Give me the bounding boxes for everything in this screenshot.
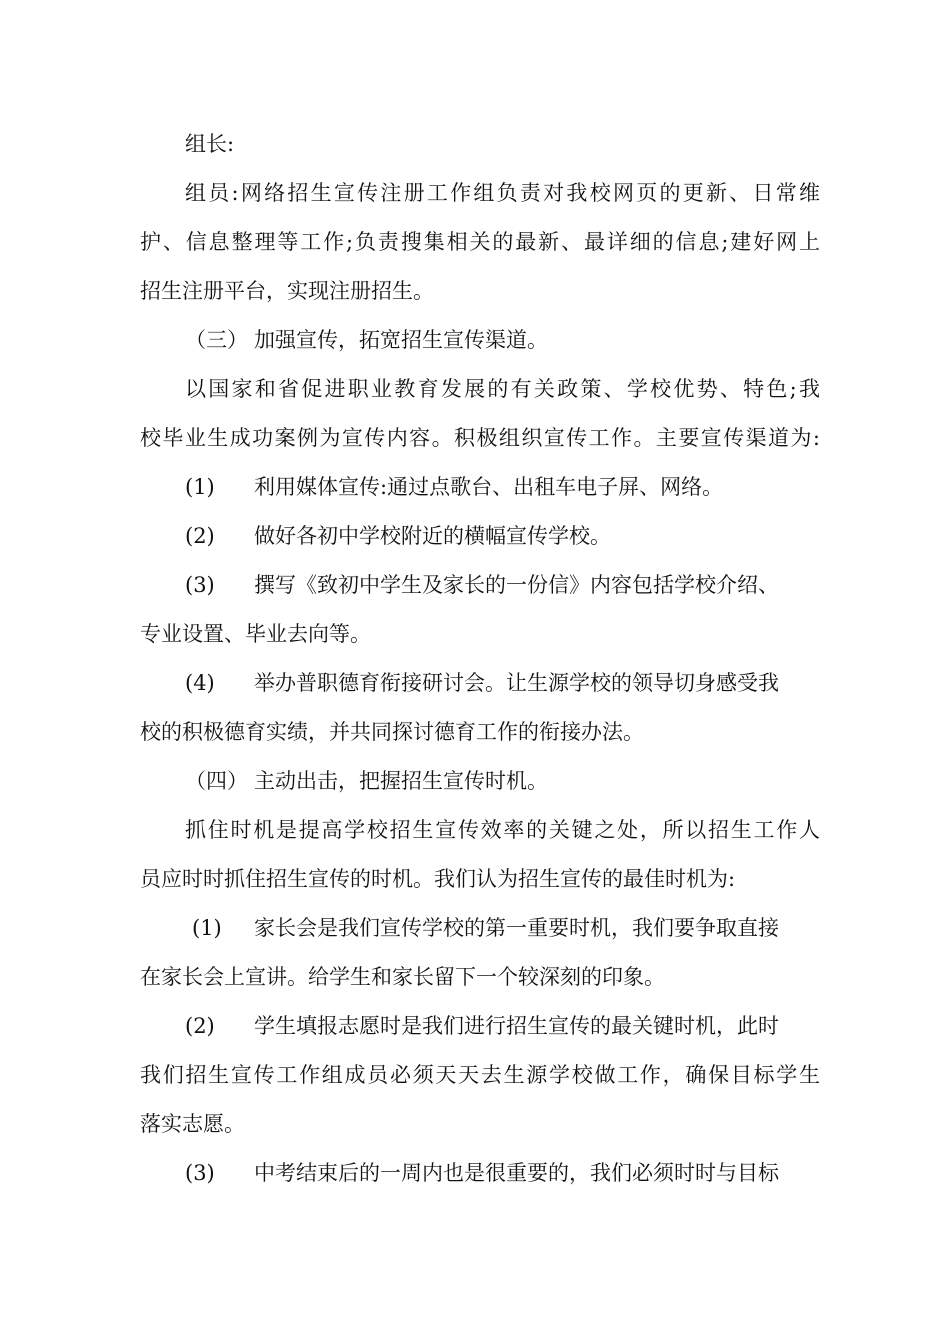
paragraph-timing-line-2: 员应时时抓住招生宣传的时机。我们认为招生宣传的最佳时机为:	[140, 867, 736, 891]
section-number: （三）	[185, 328, 248, 352]
list-item-4-continuation: 校的积极德育实绩，并共同探讨德育工作的衔接办法。	[140, 720, 644, 744]
list-item-number: (3)	[185, 1161, 215, 1185]
list-item-number: (1)	[192, 916, 222, 940]
timing-item-1	[140, 904, 820, 953]
paragraph-members-line-3: 招生注册平台，实现注册招生。	[140, 279, 434, 303]
list-item-number: (3)	[185, 573, 215, 597]
timing-item-2-continuation-1: 我们招生宣传工作组成员必须天天去生源学校做工作，确保目标学生	[140, 1063, 820, 1087]
paragraph-members-line-1: 组员:网络招生宣传注册工作组负责对我校网页的更新、日常维	[185, 181, 820, 205]
section-number: （四）	[185, 769, 248, 793]
list-item-text: 撰写《致初中学生及家长的一份信》内容包括学校介绍、	[254, 573, 779, 597]
section-heading-3	[140, 316, 820, 365]
paragraph-members-line-2: 护、信息整理等工作;负责搜集相关的最新、最详细的信息;建好网上	[140, 230, 820, 254]
section-heading-4	[140, 757, 820, 806]
timing-item-2-continuation-2: 落实志愿。	[140, 1112, 245, 1136]
list-item-3-continuation: 专业设置、毕业去向等。	[140, 622, 371, 646]
list-item-number: (1)	[185, 475, 215, 499]
section-title: 主动出击，把握招生宣传时机。	[254, 769, 548, 793]
document-body	[140, 120, 820, 1198]
timing-item-2	[140, 1002, 820, 1051]
list-item-text: 举办普职德育衔接研讨会。让生源学校的领导切身感受我	[254, 671, 779, 695]
list-item-number: (2)	[185, 524, 215, 548]
timing-item-1-continuation: 在家长会上宣讲。给学生和家长留下一个较深刻的印象。	[140, 965, 665, 989]
list-item-3	[140, 561, 820, 610]
paragraph-team-leader: 组长:	[185, 132, 235, 156]
list-item-2	[140, 512, 820, 561]
paragraph-publicity-line-1: 以国家和省促进职业教育发展的有关政策、学校优势、特色;我	[185, 377, 820, 401]
list-item-1	[140, 463, 820, 512]
list-item-text: 中考结束后的一周内也是很重要的，我们必须时时与目标	[254, 1161, 779, 1185]
paragraph-publicity-line-2: 校毕业生成功案例为宣传内容。积极组织宣传工作。主要宣传渠道为:	[140, 426, 820, 450]
list-item-text: 利用媒体宣传:通过点歌台、出租车电子屏、网络。	[254, 475, 724, 499]
list-item-4	[140, 659, 820, 708]
list-item-text: 做好各初中学校附近的横幅宣传学校。	[254, 524, 611, 548]
list-item-text: 家长会是我们宣传学校的第一重要时机，我们要争取直接	[254, 916, 779, 940]
section-title: 加强宣传，拓宽招生宣传渠道。	[254, 328, 548, 352]
list-item-number: (2)	[185, 1014, 215, 1038]
timing-item-3	[140, 1149, 820, 1198]
list-item-text: 学生填报志愿时是我们进行招生宣传的最关键时机，此时	[254, 1014, 779, 1038]
list-item-number: (4)	[185, 671, 215, 695]
paragraph-timing-line-1: 抓住时机是提高学校招生宣传效率的关键之处，所以招生工作人	[185, 818, 820, 842]
